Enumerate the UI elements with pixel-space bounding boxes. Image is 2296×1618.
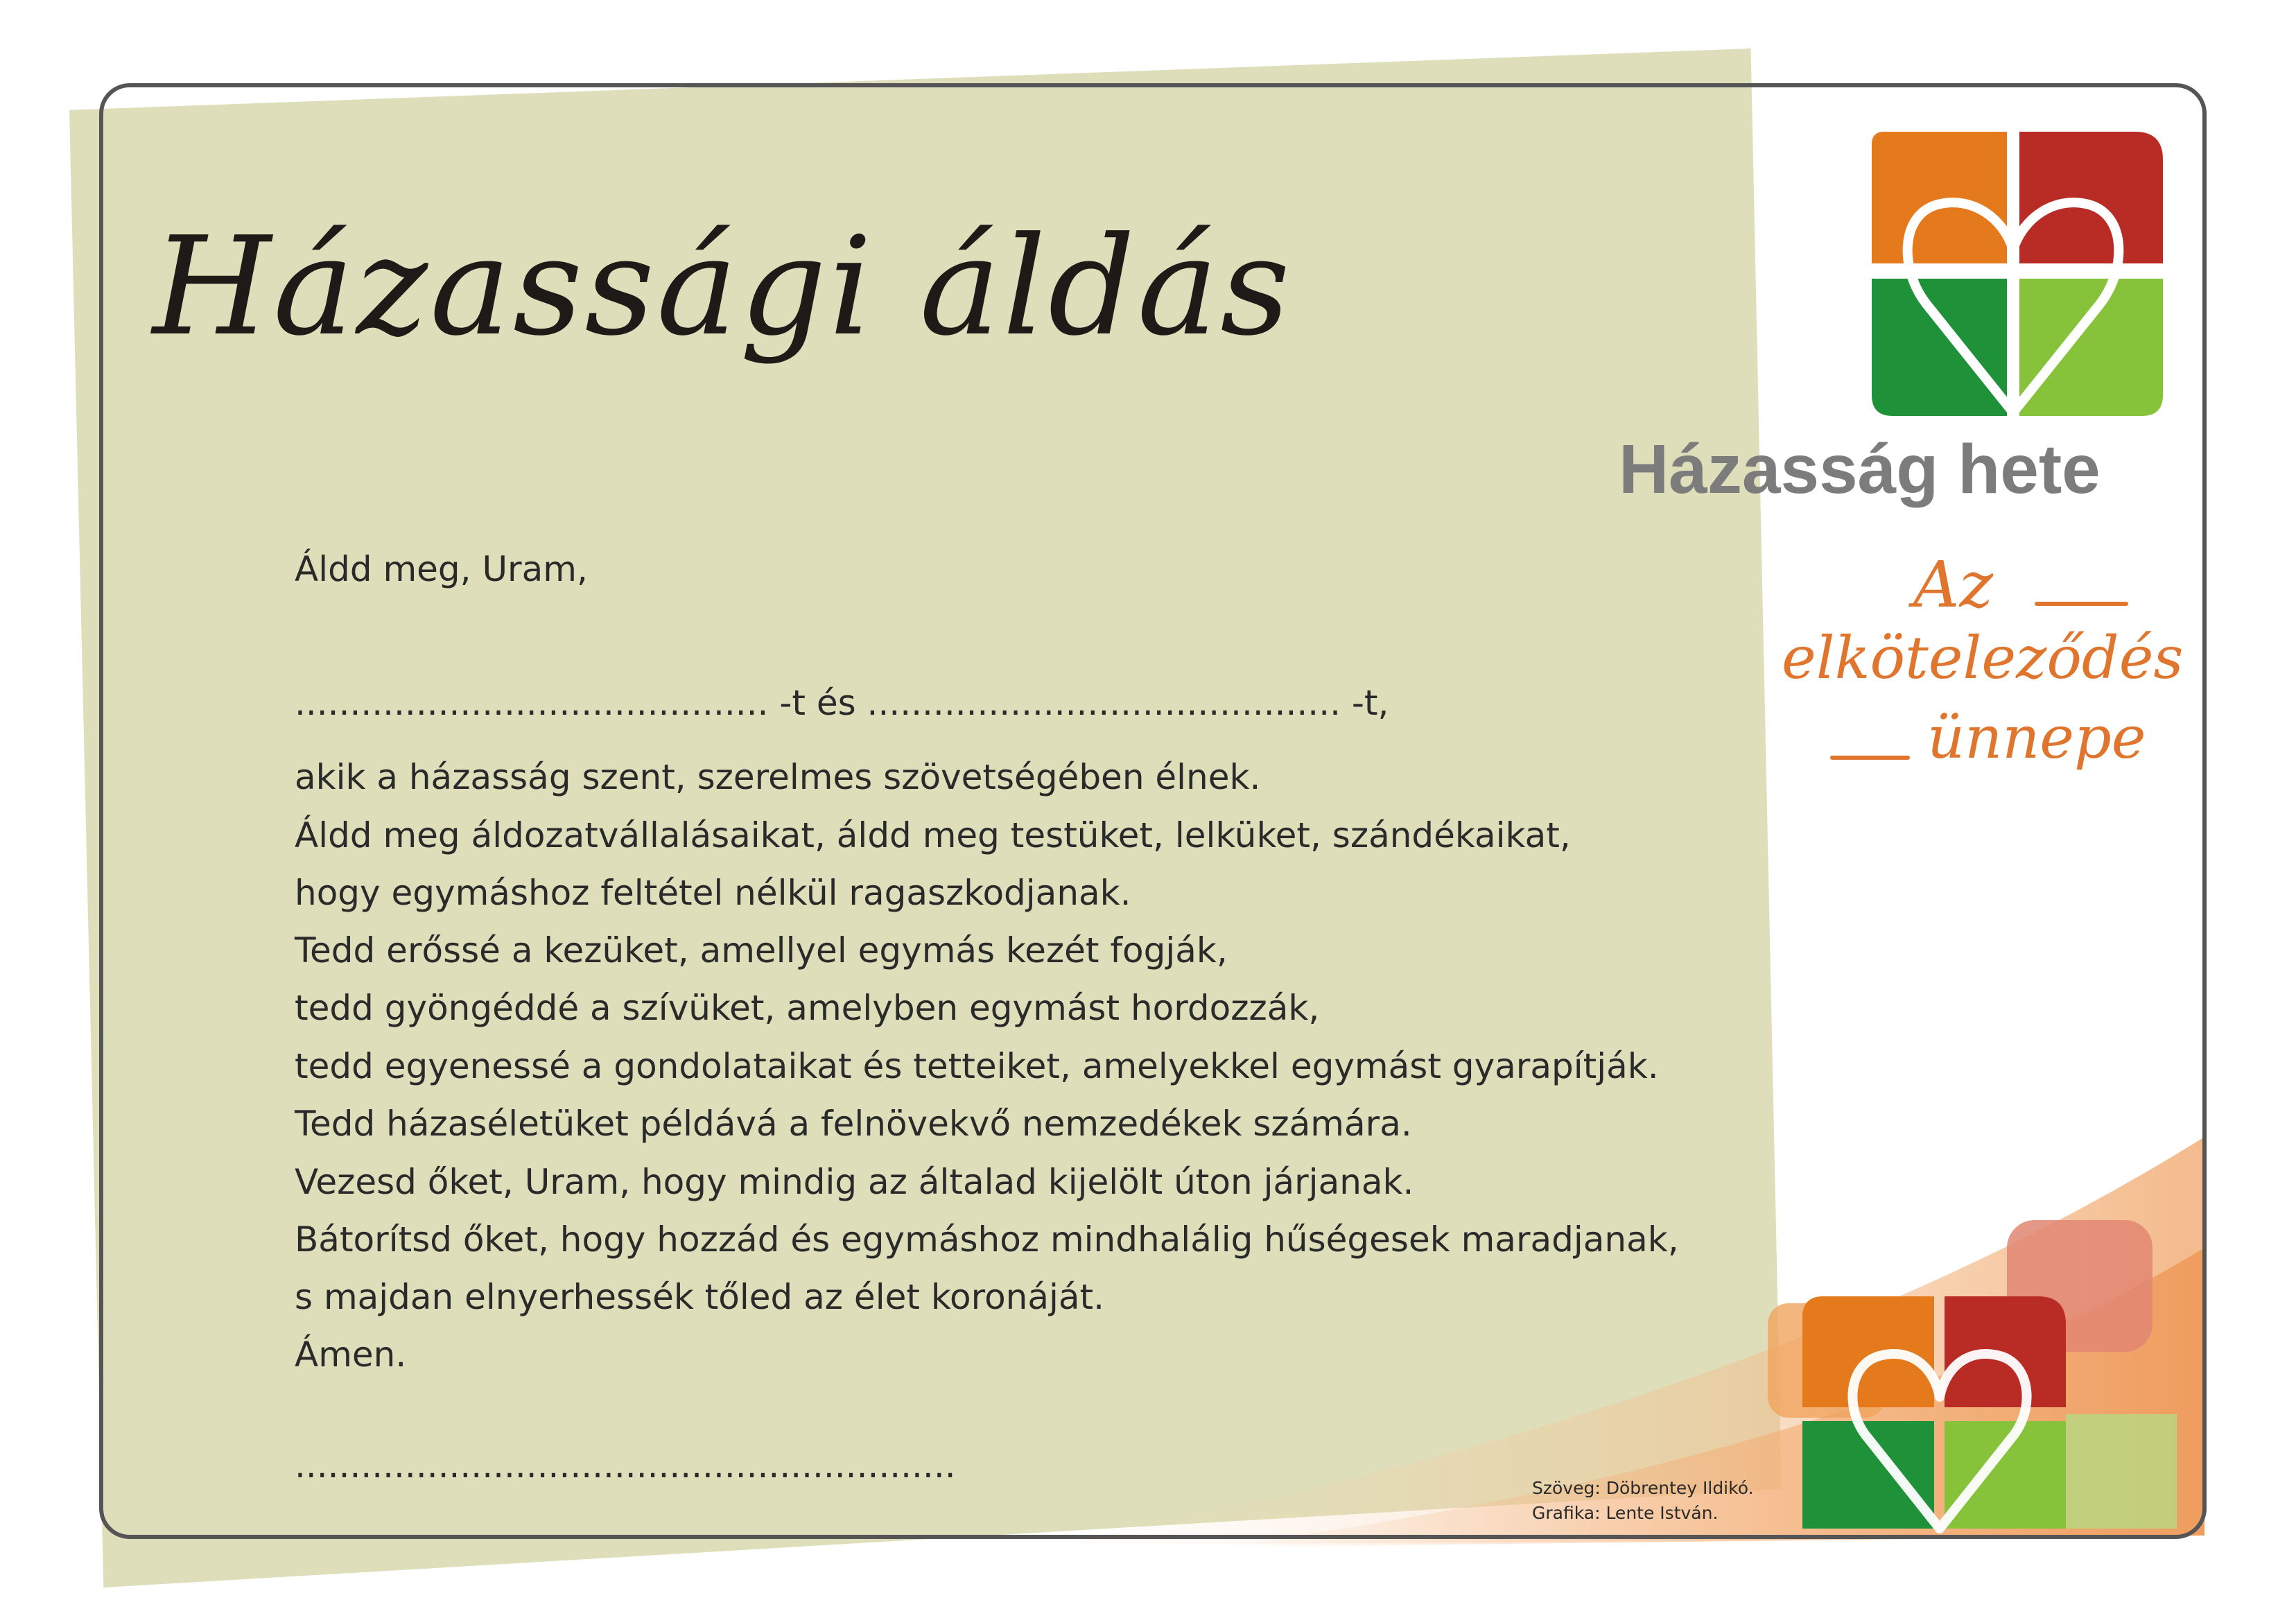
blessing-line: Tedd erőssé a kezüket, amellyel egymás kezét fogják, bbox=[295, 930, 1228, 971]
blessing-line: Áldd meg, Uram, bbox=[295, 549, 588, 589]
blessing-line: akik a házasság szent, szerelmes szövetségében élnek. bbox=[295, 757, 1261, 797]
slogan-dash bbox=[2035, 602, 2128, 606]
document-title: Házassági áldás bbox=[153, 208, 1292, 366]
slogan-line-2: elköteleződés bbox=[1782, 624, 2184, 692]
blessing-line: tedd gyöngéddé a szívüket, amelyben egymást hordozzák, bbox=[295, 988, 1320, 1028]
slogan-line-3: ünnepe bbox=[1927, 704, 2146, 772]
blessing-line: Áldd meg áldozatvállalásaikat, áldd meg testüket, lelküket, szándékaikat, bbox=[295, 815, 1571, 855]
blessing-line: Vezesd őket, Uram, hogy mindig az általad kijelölt úton járjanak. bbox=[295, 1162, 1414, 1202]
blessing-line: Ámen. bbox=[295, 1334, 407, 1375]
slogan-line-1: Az bbox=[1913, 548, 1993, 622]
blessing-line: Bátorítsd őket, hogy hozzád és egymáshoz mindhalálig hűségesek maradjanak, bbox=[295, 1219, 1679, 1260]
decorative-logo-icon bbox=[1761, 1213, 2191, 1539]
signature-line: ............................................................ bbox=[295, 1445, 956, 1486]
names-blank-line: ........................................... -t és ........................................... -t, bbox=[295, 683, 1389, 723]
brand-name: Házasság hete bbox=[1619, 430, 2101, 508]
slogan-dash bbox=[1830, 756, 1910, 760]
heart-squares-logo-icon bbox=[1872, 132, 2163, 416]
credit-graphics: Grafika: Lente István. bbox=[1532, 1503, 1719, 1523]
blessing-line: Tedd házaséletüket példává a felnövekvő nemzedékek számára. bbox=[295, 1104, 1412, 1144]
credit-text: Szöveg: Döbrentey Ildikó. bbox=[1532, 1478, 1754, 1498]
blessing-line: s majdan elnyerhessék tőled az élet koronáját. bbox=[295, 1277, 1105, 1317]
blessing-line: tedd egyenessé a gondolataikat és tetteiket, amelyekkel egymást gyarapítják. bbox=[295, 1046, 1659, 1086]
blessing-line: hogy egymáshoz feltétel nélkül ragaszkodjanak. bbox=[295, 873, 1131, 913]
